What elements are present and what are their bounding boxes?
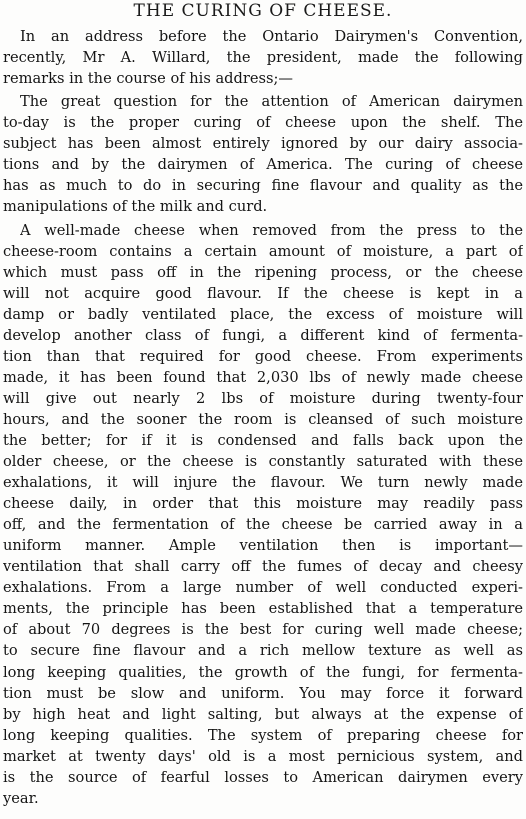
paragraph-3-line-24: by high heat and light salting, but always at the expense of — [3, 705, 523, 723]
paragraph-3-line-7: tion than that required for good cheese. From experiments — [3, 347, 523, 365]
paragraph-3-line-16: uniform manner. Ample ventilation then is important— — [3, 537, 523, 555]
paragraph-3-line-4: will not acquire good flavour. If the cheese is kept in a — [3, 284, 523, 302]
paragraph-3-line-18: exhalations. From a large number of well conducted experi- — [3, 579, 523, 597]
paragraph-3-line-5: damp or badly ventilated place, the excess of moisture will — [3, 305, 523, 323]
paragraph-3-line-23: tion must be slow and uniform. You may force it forward — [3, 684, 523, 702]
paragraph-2-line-1: The great question for the attention of American dairymen — [20, 93, 523, 111]
paragraph-3-line-20: of about 70 degrees is the best for curing well made cheese; — [3, 621, 523, 639]
paragraph-3-line-2: cheese-room contains a certain amount of moisture, a part of — [3, 242, 523, 260]
paragraph-3-line-25: long keeping qualities. The system of preparing cheese for — [3, 726, 523, 744]
paragraph-3-line-9: will give out nearly 2 lbs of moisture during twenty-four — [3, 389, 523, 407]
paragraph-3-line-1: A well-made cheese when removed from the press to the — [20, 221, 523, 239]
paragraph-2-line-2: to-day is the proper curing of cheese upon the shelf. The — [3, 114, 523, 132]
paragraph-3-line-6: develop another class of fungi, a different kind of fermenta- — [3, 326, 523, 344]
article-title: THE CURING OF CHEESE. — [133, 1, 393, 21]
paragraph-3-line-27: is the source of fearful losses to American dairymen every — [3, 768, 523, 786]
paragraph-3-line-28: year. — [3, 789, 39, 807]
paragraph-3-line-11: the better; for if it is condensed and falls back upon the — [3, 432, 523, 449]
paragraph-3-line-12: older cheese, or the cheese is constantly saturated with these — [3, 453, 523, 470]
paragraph-3-line-13: exhalations, it will injure the flavour. We turn newly made — [3, 474, 523, 492]
paragraph-2-line-5: has as much to do in securing fine flavour and quality as the — [3, 177, 523, 195]
paragraph-2-line-4: tions and by the dairymen of America. The curing of cheese — [3, 156, 523, 174]
paragraph-3-line-15: off, and the fermentation of the cheese be carried away in a — [3, 516, 523, 534]
paragraph-2-line-3: subject has been almost entirely ignored by our dairy associa- — [3, 135, 523, 153]
paragraph-3-line-17: ventilation that shall carry off the fumes of decay and cheesy — [3, 558, 523, 576]
paragraph-3-line-19: ments, the principle has been established that a temperature — [3, 600, 523, 618]
paragraph-1-line-2: recently, Mr A. Willard, the president, made the following — [3, 49, 523, 66]
paragraph-1-line-3: remarks in the course of his address;— — [3, 70, 293, 88]
paragraph-1-line-1: In an address before the Ontario Dairymen's Convention, — [20, 28, 523, 45]
paragraph-3-line-21: to secure fine flavour and a rich mellow texture as well as — [3, 642, 523, 660]
paragraph-3-line-3: which must pass off in the ripening process, or the cheese — [3, 263, 523, 281]
paragraph-3-line-10: hours, and the sooner the room is cleansed of such moisture — [3, 410, 523, 428]
paragraph-3-line-22: long keeping qualities, the growth of the fungi, for fermenta- — [3, 663, 523, 681]
paragraph-3-line-26: market at twenty days' old is a most pernicious system, and — [3, 747, 523, 765]
paragraph-3-line-8: made, it has been found that 2,030 lbs of newly made cheese — [3, 368, 523, 386]
paragraph-3-line-14: cheese daily, in order that this moisture may readily pass — [3, 495, 523, 513]
paragraph-2-line-6: manipulations of the milk and curd. — [3, 198, 268, 216]
